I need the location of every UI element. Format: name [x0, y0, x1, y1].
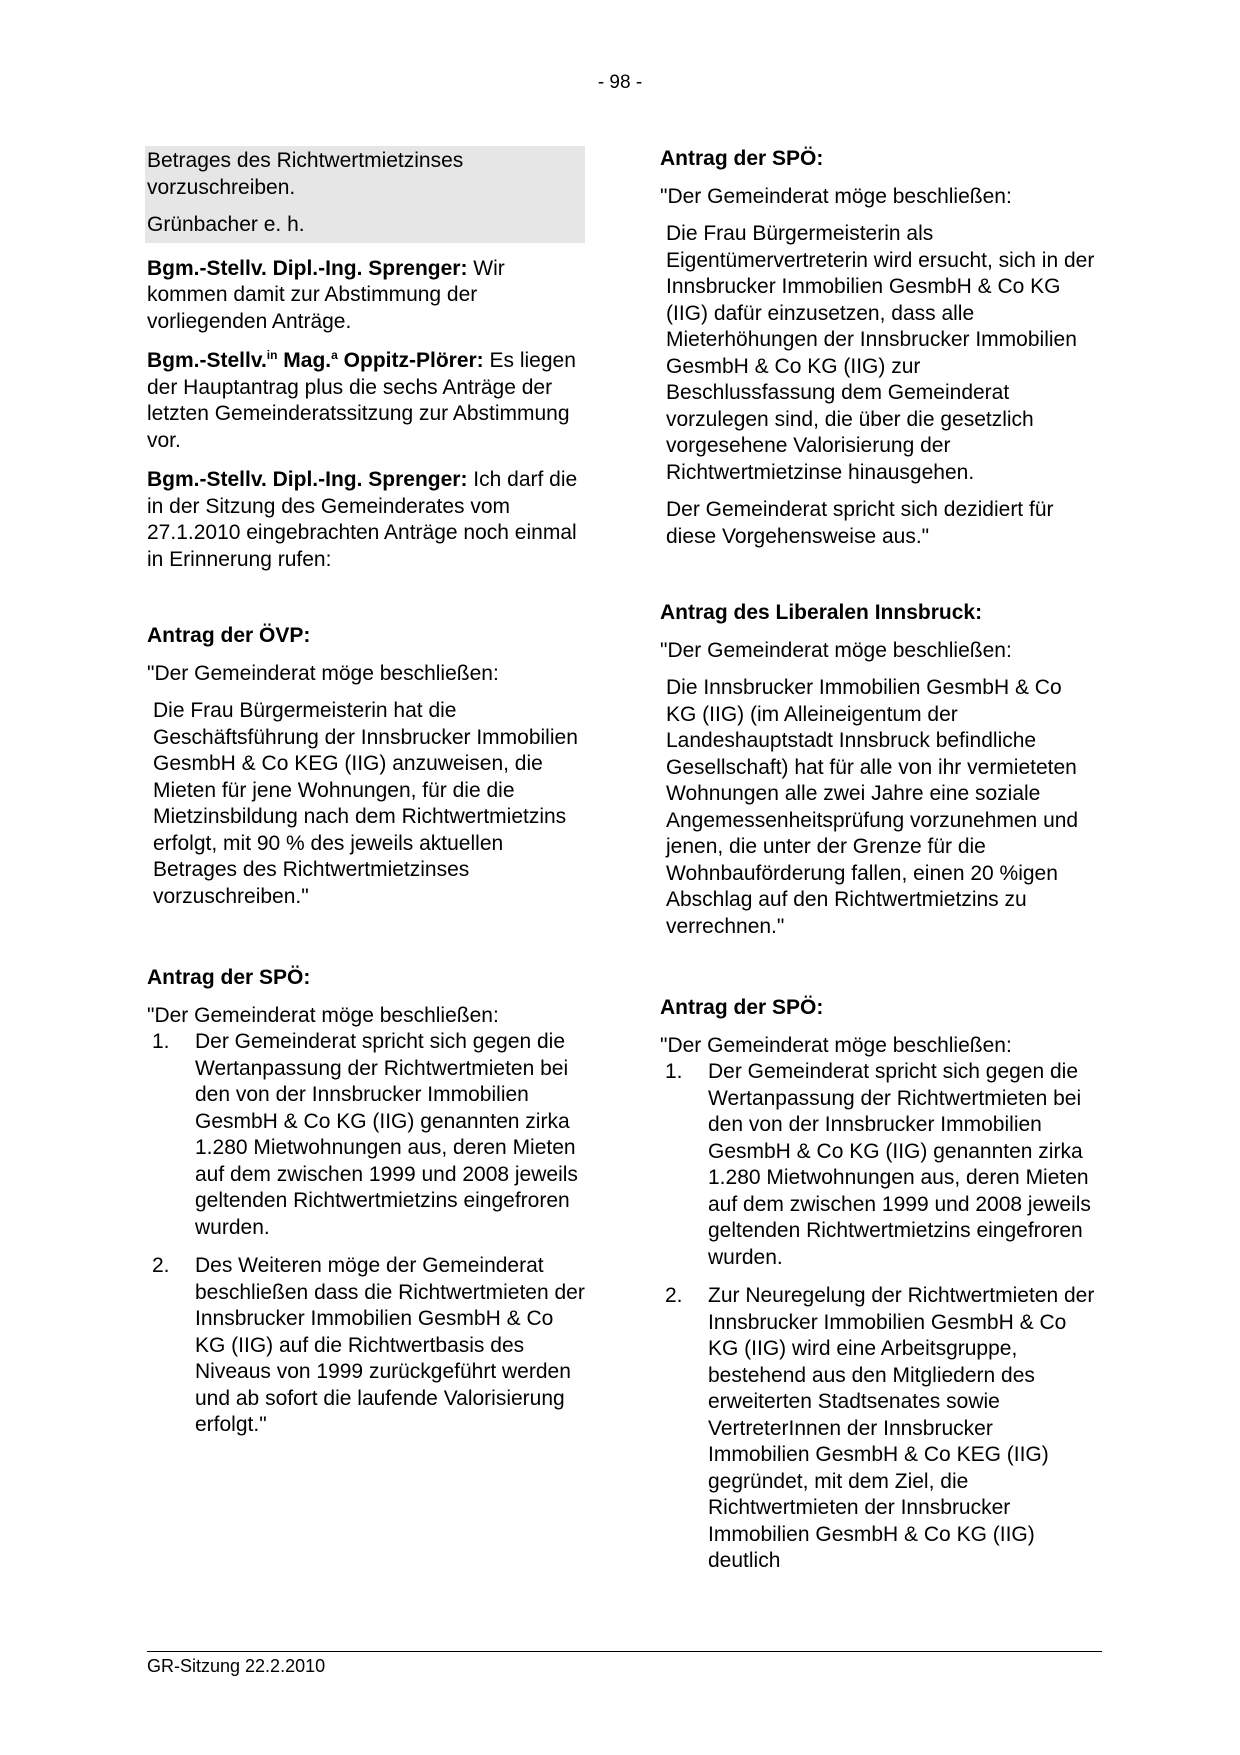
motion-intro: "Der Gemeinderat möge beschließen: [660, 638, 1012, 662]
footer-divider [147, 1651, 1102, 1652]
motion-heading: Antrag der ÖVP: [147, 624, 311, 647]
motion-list [660, 1059, 1095, 1575]
list-number: 1. [152, 1030, 170, 1053]
list-number: 1. [665, 1060, 683, 1083]
speech-text: Wir kommen damit zur Abstimmung der vorliegenden Anträge. [147, 256, 505, 333]
motion-intro: "Der Gemeinderat möge beschließen: [147, 1003, 499, 1027]
speech-text: Es liegen der Hauptantrag plus die sechs Anträge der letzten Gemeinderatssitzung zur Abstimmung vor. [147, 349, 576, 452]
motion-intro: "Der Gemeinderat möge beschließen: [660, 1033, 1012, 1057]
list-text: Des Weiteren möge der Gemeinderat beschließen dass die Richtwertmieten der Innsbrucker Immobilien GesmbH & Co KG (IIG) auf die Richtwertbasis des Niveaus von 1999 zurückgeführt werden und ab sofort die laufende Valorisierung erfolgt." [195, 1254, 585, 1436]
highlighted-block [145, 146, 585, 243]
signature-line: Grünbacher e. h. [147, 213, 305, 236]
motion-body: Die Frau Bürgermeisterin als Eigentümervertreterin wird ersucht, sich in der Innsbrucker Immobilien GesmbH & Co KG (IIG) dafür einzusetzen, dass alle Mieterhöhungen der Innsbrucker Immobilien GesmbH & Co KG (IIG) zur Beschlussfassung dem Gemeinderat vorzulegen sind, die über die gesetzlich vorgesehene Valorisierung der Richtwertmietzinse hinausgehen. [666, 222, 1095, 484]
left-column [147, 146, 585, 1439]
speech-paragraph [147, 348, 585, 454]
speaker-name: Bgm.-Stellv. Dipl.-Ing. Sprenger: [147, 468, 468, 491]
list-number: 2. [152, 1254, 170, 1277]
motion-body: Die Innsbrucker Immobilien GesmbH & Co KG (IIG) (im Alleineigentum der Landeshauptstadt Innsbruck befindliche Gesellschaft) hat für alle von ihr vermieteten Wohnungen alle zwei Jahre eine soziale Angemessenheitsprüfung vorzunehmen und jenen, die unter der Grenze für die Wohnbauförderung fallen, einen 20 %igen Abschlag auf den Richtwertmietzins zu verrechnen." [666, 676, 1079, 938]
list-text: Der Gemeinderat spricht sich gegen die Wertanpassung der Richtwertmieten bei den von der Innsbrucker Immobilien GesmbH & Co KG (IIG) genannten zirka 1.280 Mietwohnungen aus, deren Mieten auf dem zwischen 1999 und 2008 jeweils geltenden Richtwertmietzins eingefroren wurden. [708, 1060, 1091, 1269]
motion-body: Die Frau Bürgermeisterin hat die Geschäftsführung der Innsbrucker Immobilien GesmbH & Co KEG (IIG) anzuweisen, die Mieten für jene Wohnungen, für die die Mietzinsbildung nach dem Richtwertmietzins erfolgt, mit 90 % des jeweils aktuellen Betrages des Richtwertmietzinses vorzuschreiben." [153, 699, 578, 908]
motion-intro: "Der Gemeinderat möge beschließen: [660, 184, 1012, 208]
right-column [660, 146, 1095, 1575]
speech-text: Ich darf die in der Sitzung des Gemeinderates vom 27.1.2010 eingebrachten Anträge noch einmal in Erinnerung rufen: [147, 468, 578, 571]
motion-heading: Antrag der SPÖ: [147, 966, 311, 989]
speaker-name: Bgm.-Stellv. Dipl.-Ing. Sprenger: [147, 256, 468, 280]
page-number: - 98 - [597, 72, 643, 93]
motion-intro: "Der Gemeinderat möge beschließen: [147, 661, 499, 685]
motion-list [147, 1029, 585, 1439]
list-item [660, 1059, 1095, 1271]
motion-heading: Antrag der SPÖ: [660, 996, 824, 1019]
list-number: 2. [665, 1284, 683, 1307]
footer-text: GR-Sitzung 22.2.2010 [147, 1656, 326, 1676]
list-text: Der Gemeinderat spricht sich gegen die Wertanpassung der Richtwertmieten bei den von der Innsbrucker Immobilien GesmbH & Co KG (IIG) genannten zirka 1.280 Mietwohnungen aus, deren Mieten auf dem zwischen 1999 und 2008 jeweils geltenden Richtwertmietzins eingefroren wurden. [195, 1030, 578, 1239]
list-item [660, 1283, 1095, 1575]
speaker-name: Bgm.-Stellv.$^{in}$ Mag.$^a$ Oppitz-Plörer: [147, 348, 484, 372]
list-item [147, 1029, 585, 1241]
list-item [147, 1253, 585, 1439]
motion-heading: Antrag des Liberalen Innsbruck: [660, 601, 983, 624]
highlighted-text: Betrages des Richtwertmietzinses vorzuschreiben. [147, 149, 464, 199]
speech-paragraph [147, 467, 585, 573]
speech-paragraph [147, 256, 585, 336]
motion-heading: Antrag der SPÖ: [660, 147, 824, 170]
motion-body: Der Gemeinderat spricht sich dezidiert für diese Vorgehensweise aus." [666, 498, 1054, 548]
list-text: Zur Neuregelung der Richtwertmieten der Innsbrucker Immobilien GesmbH & Co KG (IIG) wird eine Arbeitsgruppe, bestehend aus den Mitgliedern des erweiterten Stadtsenates sowie VertreterInnen der Innsbrucker Immobilien GesmbH & Co KEG (IIG) gegründet, mit dem Ziel, die Richtwertmieten der Innsbrucker Immobilien GesmbH & Co KG (IIG) deutlich [708, 1284, 1095, 1572]
